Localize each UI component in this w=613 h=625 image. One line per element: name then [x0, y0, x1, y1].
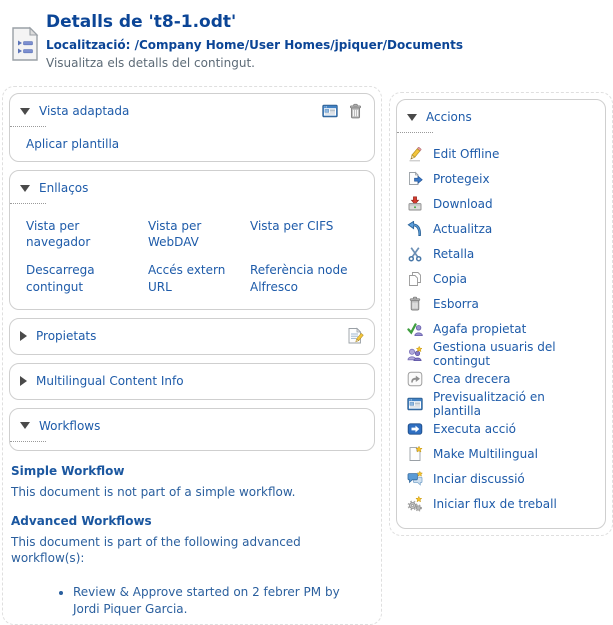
details-right-column [389, 92, 613, 536]
shortcut-icon [407, 371, 423, 387]
action-copy[interactable] [407, 266, 595, 291]
header-divider [10, 125, 46, 127]
run-action-icon [407, 421, 423, 437]
action-take-ownership[interactable] [407, 316, 595, 341]
panel-title-links[interactable]: Enllaços [39, 181, 89, 195]
expand-triangle-icon[interactable] [20, 376, 27, 386]
download-icon [407, 196, 423, 212]
action-edit-offline[interactable] [407, 141, 595, 166]
panel-workflows [9, 408, 375, 451]
action-make-multilingual[interactable] [407, 441, 595, 466]
panel-properties [9, 318, 375, 355]
action-create-shortcut[interactable] [407, 366, 595, 391]
action-start-discussion[interactable] [407, 466, 595, 491]
action-label[interactable]: Protegeix [433, 171, 490, 186]
action-run-action[interactable] [407, 416, 595, 441]
action-label[interactable]: Previsualització en plantilla [433, 389, 545, 418]
panel-title-multilingual[interactable]: Multilingual Content Info [36, 373, 184, 388]
action-label[interactable]: Copia [433, 271, 468, 286]
action-label[interactable]: Iniciar flux de treball [433, 496, 557, 511]
link-cifs-view[interactable]: Vista per CIFS [250, 219, 334, 233]
make-multilingual-icon [407, 446, 423, 462]
action-label[interactable]: Retalla [433, 246, 475, 261]
link-download-content[interactable]: Descarrega contingut [26, 263, 95, 294]
header-divider [10, 440, 46, 442]
action-checkout[interactable] [407, 166, 595, 191]
panel-multilingual [9, 363, 375, 400]
action-label[interactable]: Make Multilingual [433, 446, 538, 461]
copy-icon [407, 271, 423, 287]
workflow-content [11, 464, 353, 618]
document-details-icon [10, 26, 40, 62]
collapse-triangle-icon[interactable] [20, 108, 30, 115]
action-update[interactable] [407, 216, 595, 241]
panel-actions [396, 99, 606, 529]
apply-template-link[interactable]: Aplicar plantilla [26, 137, 120, 151]
checkout-icon [407, 171, 423, 187]
advanced-workflows-heading: Advanced Workflows [11, 513, 152, 528]
action-label[interactable]: Edit Offline [433, 146, 500, 161]
simple-workflow-text: This document is not part of a simple workflow. [11, 484, 296, 499]
delete-icon [407, 296, 423, 312]
panel-links [9, 170, 375, 310]
panel-title-properties[interactable]: Propietats [36, 328, 97, 343]
action-download[interactable] [407, 191, 595, 216]
collapse-triangle-icon[interactable] [407, 114, 417, 121]
panel-custom-view [9, 93, 375, 162]
header-divider [10, 202, 46, 204]
edit-offline-icon [407, 146, 423, 162]
breadcrumb-location: Localització: /Company Home/User Homes/jpiquer/Documents [46, 38, 463, 52]
action-label[interactable]: Executa acció [433, 421, 516, 436]
advanced-workflows-text: This document is part of the following advanced workflow(s): [11, 534, 301, 566]
header-divider [397, 131, 433, 133]
link-browser-view[interactable]: Vista per navegador [26, 219, 91, 250]
cut-icon [407, 246, 423, 262]
edit-properties-icon[interactable] [346, 327, 364, 345]
action-label[interactable]: Inciar discussió [433, 471, 525, 486]
page-header [0, 0, 613, 70]
preview-in-template-icon[interactable] [320, 103, 340, 119]
link-webdav-view[interactable]: Vista per WebDAV [148, 219, 202, 250]
update-icon [407, 221, 423, 237]
action-preview-in-template[interactable] [407, 391, 595, 416]
details-left-column [2, 86, 382, 625]
panel-title-workflows[interactable]: Workflows [39, 418, 101, 433]
action-manage-users[interactable] [407, 341, 595, 366]
action-label[interactable]: Agafa propietat [433, 321, 527, 336]
link-external-url[interactable]: Accés extern URL [148, 263, 226, 294]
page-subtitle: Visualitza els detalls del contingut. [46, 56, 255, 70]
action-label[interactable]: Actualitza [433, 221, 493, 236]
action-label[interactable]: Download [433, 196, 493, 211]
panel-title-actions[interactable]: Accions [426, 110, 472, 124]
actions-list [407, 141, 595, 516]
workflow-list-item: • Review & Approve started on 2 febrer PM by Jordi Piquer Garcia. [73, 584, 353, 618]
action-cut[interactable] [407, 241, 595, 266]
delete-icon[interactable] [347, 103, 364, 120]
preview-in-template-icon [407, 396, 423, 412]
action-label[interactable]: Gestiona usuaris del contingut [433, 339, 556, 368]
discussion-icon [407, 471, 423, 487]
panel-title-custom-view[interactable]: Vista adaptada [39, 104, 130, 118]
action-start-workflow[interactable] [407, 491, 595, 516]
manage-users-icon [407, 346, 423, 362]
page-title: Detalls de 't8-1.odt' [46, 12, 237, 32]
simple-workflow-heading: Simple Workflow [11, 463, 125, 478]
expand-triangle-icon[interactable] [20, 331, 27, 341]
collapse-triangle-icon[interactable] [20, 185, 30, 192]
workflow-icon [407, 496, 423, 512]
action-delete[interactable] [407, 291, 595, 316]
action-label[interactable]: Esborra [433, 296, 479, 311]
collapse-triangle-icon[interactable] [20, 422, 30, 429]
action-label[interactable]: Crea drecera [433, 371, 511, 386]
link-node-reference[interactable]: Referència node Alfresco [250, 263, 348, 294]
take-ownership-icon [407, 321, 423, 337]
advanced-workflow-list [37, 584, 353, 618]
